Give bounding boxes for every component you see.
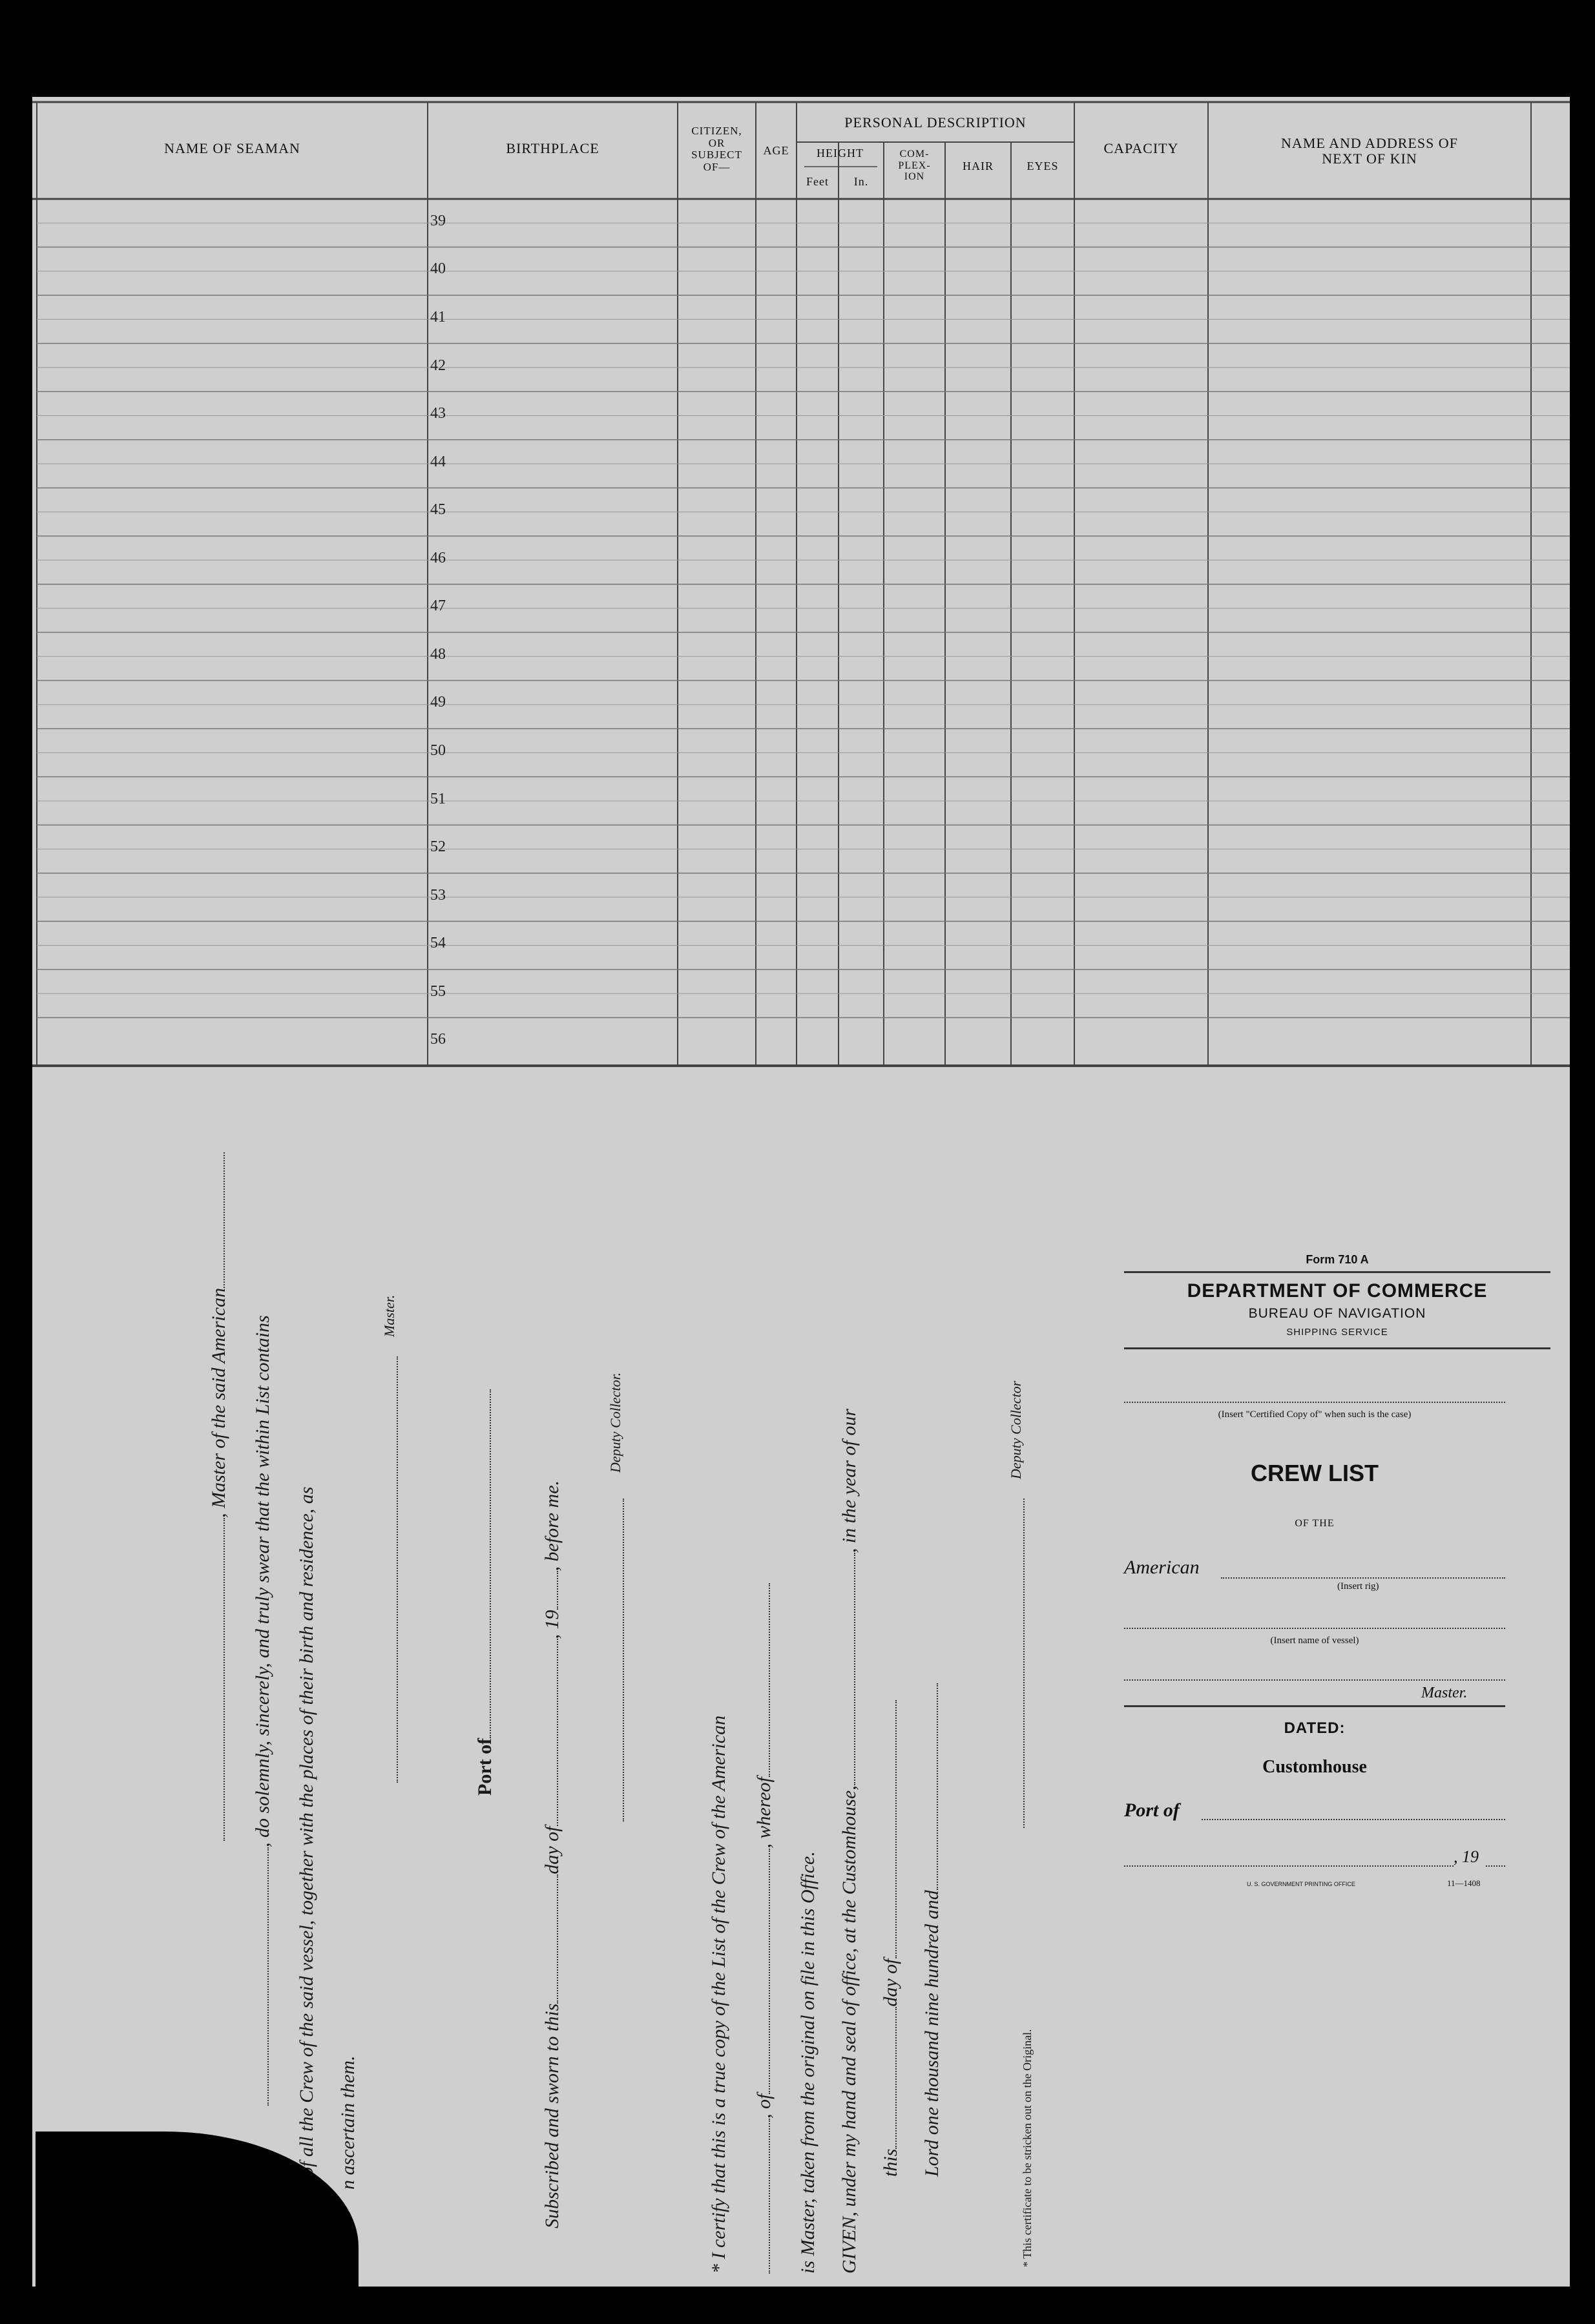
cert-line-6: Lord one thousand nine hundred and bbox=[921, 1683, 943, 2177]
row-number: 52 bbox=[430, 838, 446, 856]
oath-subscribed: Subscribed and sworn to thisday of, 19, before me. bbox=[541, 1480, 563, 2228]
crew-table bbox=[32, 97, 1570, 1068]
print-code: 11—1408 bbox=[1447, 1878, 1481, 1888]
cert-line-5: thisday of bbox=[880, 1700, 902, 2177]
oath-line-2: , do solemnly, sincerely, and truly swear that the within List contains bbox=[252, 1315, 274, 2106]
dated-label: DATED: bbox=[1284, 1719, 1346, 1737]
row-number: 46 bbox=[430, 549, 446, 566]
insert-name-note: (Insert name of vessel) bbox=[1270, 1635, 1359, 1646]
row-number: 41 bbox=[430, 308, 446, 326]
of-the-label: OF THE bbox=[1295, 1518, 1335, 1529]
row-number: 51 bbox=[430, 790, 446, 807]
row-number: 56 bbox=[430, 1031, 446, 1048]
row-number: 55 bbox=[430, 982, 446, 1000]
header-next-of-kin: NAME AND ADDRESS OF NEXT OF KIN bbox=[1281, 135, 1458, 167]
header-complexion: COM- PLEX- ION bbox=[898, 149, 931, 183]
row-number: 42 bbox=[430, 357, 446, 374]
american-label: American bbox=[1124, 1557, 1200, 1578]
row-number: 49 bbox=[430, 694, 446, 711]
header-inches: In. bbox=[853, 175, 869, 188]
row-number: 44 bbox=[430, 453, 446, 470]
cert-line-4: GIVEN, under my hand and seal of office, at the Customhouse,, in the year of our bbox=[839, 1408, 860, 2274]
port-of-label: Port of bbox=[1124, 1800, 1180, 1821]
cert-deputy-collector: Deputy Collector bbox=[1008, 1380, 1024, 1479]
cert-line-3: is Master, taken from the original on file in this Office. bbox=[797, 1851, 818, 2274]
insert-rig-note: (Insert rig) bbox=[1337, 1581, 1379, 1592]
oath-section bbox=[97, 1079, 1098, 2274]
row-number: 50 bbox=[430, 742, 446, 759]
header-capacity: CAPACITY bbox=[1103, 140, 1179, 156]
oath-master-label: Master. bbox=[381, 1294, 397, 1337]
header-birthplace: BIRTHPLACE bbox=[506, 140, 599, 156]
customhouse-label: Customhouse bbox=[1262, 1757, 1367, 1777]
header-age: AGE bbox=[763, 144, 789, 157]
header-name-of-seaman: NAME OF SEAMAN bbox=[164, 140, 300, 156]
document-sheet bbox=[32, 97, 1570, 2287]
header-feet: Feet bbox=[806, 175, 829, 188]
service-title: SHIPPING SERVICE bbox=[1286, 1327, 1388, 1338]
oath-deputy-line bbox=[607, 1499, 629, 1821]
row-number: 47 bbox=[430, 597, 446, 615]
oath-deputy-collector: Deputy Collector. bbox=[607, 1372, 623, 1473]
row-number: 53 bbox=[430, 886, 446, 904]
year-label: , 19 bbox=[1454, 1847, 1479, 1866]
cert-deputy-line bbox=[1008, 1499, 1030, 1828]
oath-line-3: of all the Crew of the said vessel, together with the places of their birth and residence, as bbox=[296, 1486, 317, 2177]
row-number: 54 bbox=[430, 935, 446, 952]
oath-line-1: , Master of the said American bbox=[208, 1152, 230, 1841]
header-personal-description: PERSONAL DESCRIPTION bbox=[844, 114, 1027, 130]
bureau-title: BUREAU OF NAVIGATION bbox=[1248, 1306, 1426, 1321]
department-title: DEPARTMENT OF COMMERCE bbox=[1187, 1280, 1488, 1302]
table-grid bbox=[32, 97, 1570, 1068]
crew-list-title: CREW LIST bbox=[1251, 1460, 1379, 1486]
master-label: Master. bbox=[1421, 1685, 1468, 1701]
cover-panel bbox=[1124, 1253, 1550, 2183]
row-number: 39 bbox=[430, 212, 446, 229]
cert-line-2: , of, whereof bbox=[753, 1583, 775, 2274]
header-height: HEIGHT bbox=[817, 147, 864, 160]
form-number: Form 710 A bbox=[1306, 1253, 1369, 1266]
header-eyes: EYES bbox=[1027, 160, 1059, 172]
printer-credit: U. S. GOVERNMENT PRINTING OFFICE bbox=[1247, 1881, 1355, 1887]
header-citizen: CITIZEN, OR SUBJECT OF— bbox=[691, 125, 742, 174]
row-number: 45 bbox=[430, 501, 446, 519]
row-number: 48 bbox=[430, 645, 446, 663]
insert-certified-note: (Insert "Certified Copy of" when such is the case) bbox=[1218, 1409, 1412, 1420]
oath-line-4: n ascertain them. bbox=[337, 2055, 359, 2190]
oath-master-line bbox=[381, 1356, 403, 1783]
cert-footnote: * This certificate to be stricken out on the Original. bbox=[1021, 2029, 1034, 2267]
row-number: 43 bbox=[430, 405, 446, 422]
oath-port-of: Port of bbox=[474, 1389, 496, 1796]
row-number: 40 bbox=[430, 260, 446, 278]
header-hair: HAIR bbox=[963, 160, 994, 172]
cert-line-1: * I certify that this is a true copy of the List of the Crew of the American bbox=[708, 1715, 729, 2274]
